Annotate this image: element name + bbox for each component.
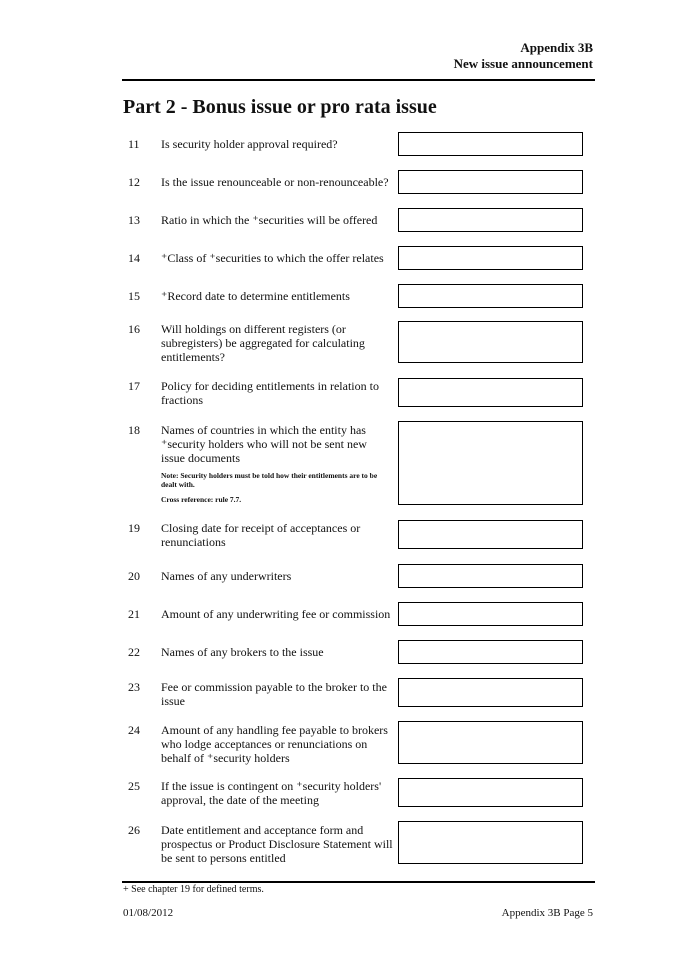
header-appendix: Appendix 3B xyxy=(520,40,593,55)
answer-field[interactable] xyxy=(398,321,583,363)
question-text: Amount of any handling fee payable to brokers who lodge acceptances or renunciations on behalf of ⁺security holders xyxy=(161,723,388,765)
answer-field[interactable] xyxy=(398,721,583,764)
page-title: Part 2 - Bonus issue or pro rata issue xyxy=(123,96,437,118)
item-question xyxy=(161,779,393,807)
note-text: Note: Security holders must be told how their entitlements are to be dealt with. xyxy=(161,471,378,489)
item-question xyxy=(161,175,393,189)
question-text: Names of any underwriters xyxy=(161,569,292,583)
answer-field[interactable] xyxy=(398,421,583,505)
item-question xyxy=(161,137,393,151)
cross-reference: Cross reference: rule 7.7. xyxy=(161,495,242,504)
item-question xyxy=(161,680,393,708)
answer-field[interactable] xyxy=(398,640,583,664)
item-question xyxy=(161,723,393,765)
item-question xyxy=(161,322,393,364)
item-question xyxy=(161,423,393,504)
item-number: 20 xyxy=(128,569,140,583)
item-number: 14 xyxy=(128,251,140,265)
item-number: 26 xyxy=(128,823,140,837)
answer-field[interactable] xyxy=(398,378,583,407)
footnote: + See chapter 19 for defined terms. xyxy=(123,884,264,895)
header-subtitle: New issue announcement xyxy=(453,56,593,71)
item-number: 24 xyxy=(128,723,140,737)
question-text: Will holdings on different registers (or subregisters) be aggregated for calculating entitlements? xyxy=(161,322,365,364)
header-rule xyxy=(122,79,595,81)
item-question xyxy=(161,823,393,865)
question-text: Policy for deciding entitlements in relation to fractions xyxy=(161,379,379,407)
footer-date: 01/08/2012 xyxy=(123,907,174,919)
question-text: ⁺Class of ⁺securities to which the offer relates xyxy=(161,251,384,265)
item-number: 25 xyxy=(128,779,140,793)
answer-field[interactable] xyxy=(398,208,583,232)
item-question xyxy=(161,569,393,583)
question-text: If the issue is contingent on ⁺security holders' approval, the date of the meeting xyxy=(161,779,382,807)
item-question xyxy=(161,607,393,621)
item-number: 11 xyxy=(128,137,140,151)
answer-field[interactable] xyxy=(398,602,583,626)
item-question xyxy=(161,289,393,303)
answer-field[interactable] xyxy=(398,821,583,864)
item-number: 16 xyxy=(128,322,140,336)
question-text: ⁺Record date to determine entitlements xyxy=(161,289,350,303)
item-number: 17 xyxy=(128,379,140,393)
item-question xyxy=(161,645,393,659)
question-text: Ratio in which the ⁺securities will be offered xyxy=(161,213,378,227)
item-question xyxy=(161,251,393,265)
answer-field[interactable] xyxy=(398,778,583,807)
item-number: 19 xyxy=(128,521,140,535)
question-text: Fee or commission payable to the broker to the issue xyxy=(161,680,387,708)
item-number: 21 xyxy=(128,607,140,621)
answer-field[interactable] xyxy=(398,678,583,707)
item-question xyxy=(161,521,393,549)
question-text: Is security holder approval required? xyxy=(161,137,338,151)
answer-field[interactable] xyxy=(398,284,583,308)
item-number: 13 xyxy=(128,213,140,227)
question-text: Names of countries in which the entity has ⁺security holders who will not be sent new issue documents xyxy=(161,423,367,465)
answer-field[interactable] xyxy=(398,132,583,156)
item-question xyxy=(161,213,393,227)
answer-field[interactable] xyxy=(398,520,583,549)
item-number: 22 xyxy=(128,645,140,659)
question-text: Closing date for receipt of acceptances or renunciations xyxy=(161,521,361,549)
footer-page: Appendix 3B Page 5 xyxy=(501,907,593,919)
answer-field[interactable] xyxy=(398,564,583,588)
answer-field[interactable] xyxy=(398,170,583,194)
item-number: 18 xyxy=(128,423,140,437)
question-text: Is the issue renounceable or non-renounceable? xyxy=(161,175,389,189)
item-number: 12 xyxy=(128,175,140,189)
question-text: Names of any brokers to the issue xyxy=(161,645,324,659)
question-text: Amount of any underwriting fee or commission xyxy=(161,607,391,621)
item-question xyxy=(161,379,393,407)
question-text: Date entitlement and acceptance form and prospectus or Product Disclosure Statement will be sent to persons entitled xyxy=(161,823,393,865)
footer-rule xyxy=(122,881,595,883)
item-number: 23 xyxy=(128,680,140,694)
answer-field[interactable] xyxy=(398,246,583,270)
item-number: 15 xyxy=(128,289,140,303)
